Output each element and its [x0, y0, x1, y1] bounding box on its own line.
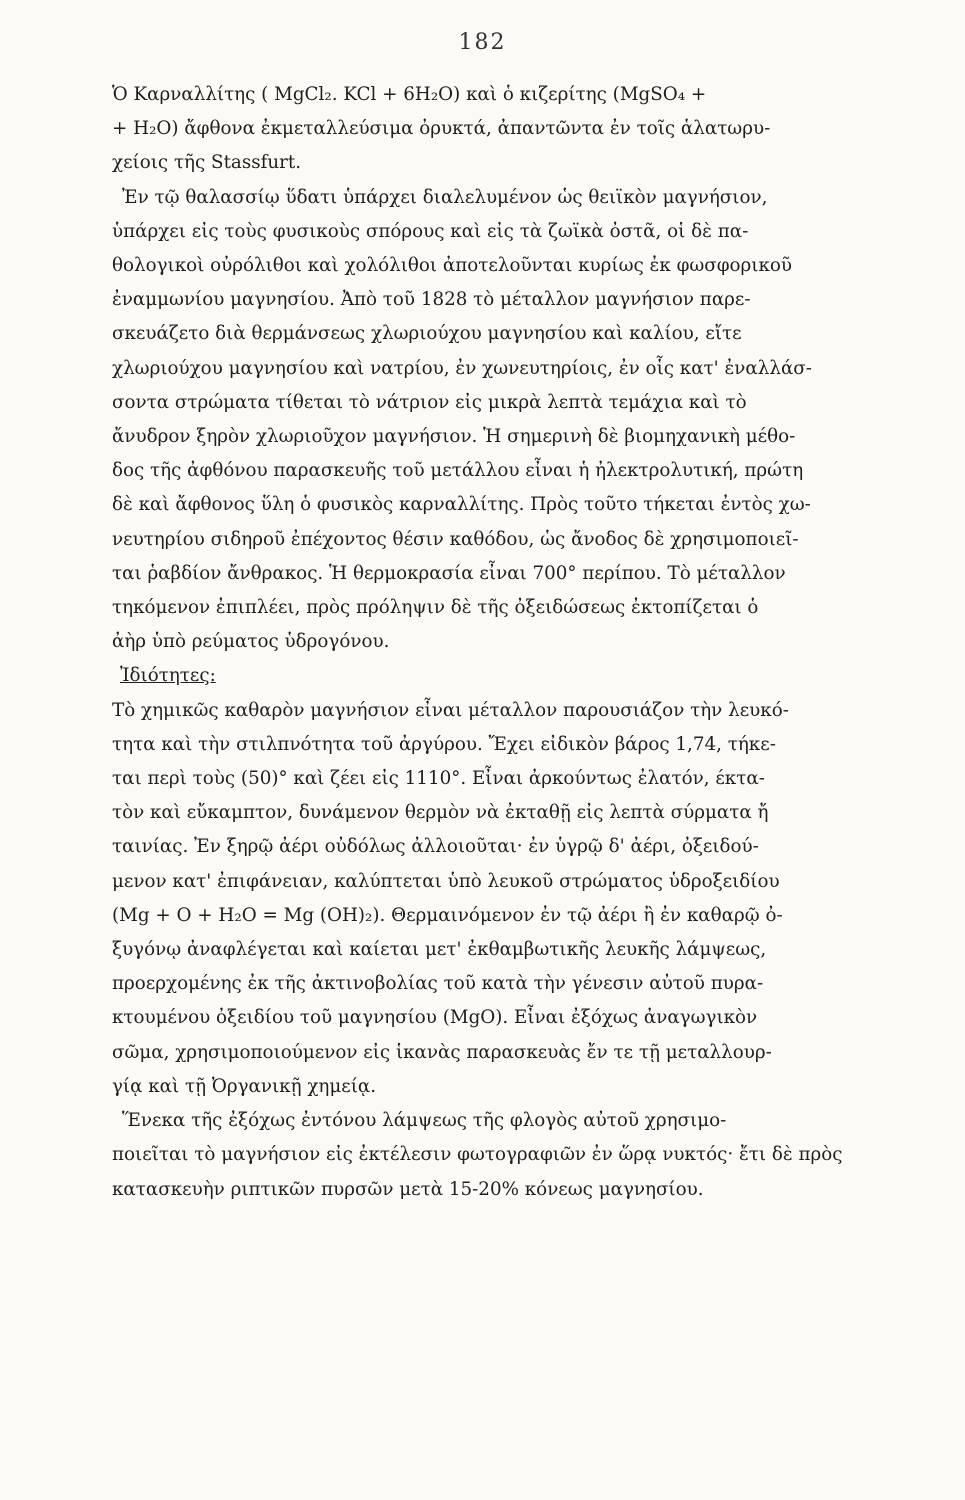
text-line: ἐναμμωνίου μαγνησίου. Ἀπὸ τοῦ 1828 τὸ μέταλλον μαγνήσιον παρε-: [112, 289, 751, 311]
text-line: ταινίας. Ἐν ξηρῷ ἀέρι οὐδόλως ἀλλοιοῦται· ἐν ὑγρῷ δ' ἀέρι, ὀξειδού-: [112, 836, 759, 858]
text-line: Ἕνεκα τῆς ἐξόχως ἐντόνου λάμψεως τῆς φλογὸς αὐτοῦ χρησιμο-: [122, 1110, 727, 1132]
handwritten-text-block: [112, 78, 912, 1207]
text-line: γίᾳ καὶ τῇ Ὀργανικῇ χημείᾳ.: [112, 1075, 377, 1097]
text-line: χείοις τῆς Stassfurt.: [112, 152, 302, 174]
text-line: (Mg + O + H₂O = Mg (OH)₂). Θερμαινόμενον ἐν τῷ ἀέρι ἢ ἐν καθαρῷ ὀ-: [112, 904, 783, 926]
text-line: Ἐν τῷ θαλασσίῳ ὕδατι ὑπάρχει διαλελυμένον ὡς θειϊκὸν μαγνήσιον,: [122, 186, 768, 208]
text-line: προερχομένης ἐκ τῆς ἀκτινοβολίας τοῦ κατὰ τὴν γένεσιν αὐτοῦ πυρα-: [112, 973, 764, 995]
page-number: 182: [458, 30, 507, 55]
text-line: ἄνυδρον ξηρὸν χλωριοῦχον μαγνήσιον. Ἡ σημερινὴ δὲ βιομηχανικὴ μέθο-: [112, 426, 796, 448]
text-line: σῶμα, χρησιμοποιούμενον εἰς ἱκανὰς παρασκευὰς ἔν τε τῇ μεταλλουρ-: [112, 1041, 772, 1063]
section-heading: Ἰδιότητες:: [120, 665, 216, 687]
text-line: ποιεῖται τὸ μαγνήσιον εἰς ἐκτέλεσιν φωτογραφιῶν ἐν ὥρᾳ νυκτός· ἔτι δὲ πρὸς: [112, 1144, 843, 1166]
text-line: μενον κατ' ἐπιφάνειαν, καλύπτεται ὑπὸ λευκοῦ στρώματος ὑδροξειδίου: [112, 870, 780, 892]
text-line: τητα καὶ τὴν στιλπνότητα τοῦ ἀργύρου. Ἔχει εἰδικὸν βάρος 1,74, τήκε-: [112, 733, 776, 755]
text-line: τὸν καὶ εὔκαμπτον, δυνάμενον θερμὸν νὰ ἐκταθῇ εἰς λεπτὰ σύρματα ἤ: [112, 802, 769, 824]
text-line: Ὁ Καρναλλίτης ( MgCl₂. KCl + 6H₂O) καὶ ὁ κιζερίτης (MgSO₄ +: [112, 84, 707, 105]
text-line: ὑπάρχει εἰς τοὺς φυσικοὺς σπόρους καὶ εἰς τὰ ζωϊκὰ ὀστᾶ, οἱ δὲ πα-: [112, 220, 749, 242]
text-line: τηκόμενον ἐπιπλέει, πρὸς πρόληψιν δὲ τῆς ὀξειδώσεως ἐκτοπίζεται ὁ: [112, 597, 759, 619]
text-line: κατασκευὴν ριπτικῶν πυρσῶν μετὰ 15-20% κόνεως μαγνησίου.: [112, 1178, 704, 1200]
text-line: κτουμένου ὀξειδίου τοῦ μαγνησίου (MgO). Εἶναι ἐξόχως ἀναγωγικὸν: [112, 1007, 758, 1029]
text-line: σοντα στρώματα τίθεται τὸ νάτριον εἰς μικρὰ λεπτὰ τεμάχια καὶ τὸ: [112, 391, 747, 413]
text-line: ξυγόνῳ ἀναφλέγεται καὶ καίεται μετ' ἐκθαμβωτικῆς λευκῆς λάμψεως,: [112, 939, 767, 961]
text-line: δὲ καὶ ἄφθονος ὕλη ὁ φυσικὸς καρναλλίτης. Πρὸς τοῦτο τήκεται ἐντὸς χω-: [112, 494, 811, 516]
text-line: δος τῆς ἀφθόνου παρασκευῆς τοῦ μετάλλου εἶναι ἡ ἠλεκτρολυτική, πρώτη: [112, 460, 804, 482]
text-line: νευτηρίου σιδηροῦ ἐπέχοντος θέσιν καθόδου, ὡς ἄνοδος δὲ χρησιμοποιεῖ-: [112, 528, 799, 550]
text-line: ἀὴρ ὑπὸ ρεύματος ὑδρογόνου.: [112, 631, 390, 653]
text-line: ται ῥαβδίον ἄνθρακος. Ἡ θερμοκρασία εἶναι 700° περίπου. Τὸ μέταλλον: [112, 562, 786, 584]
text-line: θολογικοὶ οὐρόλιθοι καὶ χολόλιθοι ἀποτελοῦνται κυρίως ἐκ φωσφορικοῦ: [112, 255, 793, 277]
text-line: σκευάζετο διὰ θερμάνσεως χλωριούχου μαγνησίου καὶ καλίου, εἴτε: [112, 323, 742, 345]
text-line: ται περὶ τοὺς (50)° καὶ ζέει εἰς 1110°. Εἶναι ἀρκούντως ἐλατόν, έκτα-: [112, 768, 765, 790]
text-line: + H₂O) ἄφθονα ἐκμεταλλεύσιμα ὀρυκτά, ἀπαντῶντα ἐν τοῖς ἁλατωρυ-: [112, 118, 771, 140]
text-line: χλωριούχου μαγνησίου καὶ νατρίου, ἐν χωνευτηρίοις, ἐν οἷς κατ' ἐναλλάσ-: [112, 357, 812, 379]
text-line: Τὸ χημικῶς καθαρὸν μαγνήσιον εἶναι μέταλλον παρουσιάζον τὴν λευκό-: [112, 699, 789, 721]
